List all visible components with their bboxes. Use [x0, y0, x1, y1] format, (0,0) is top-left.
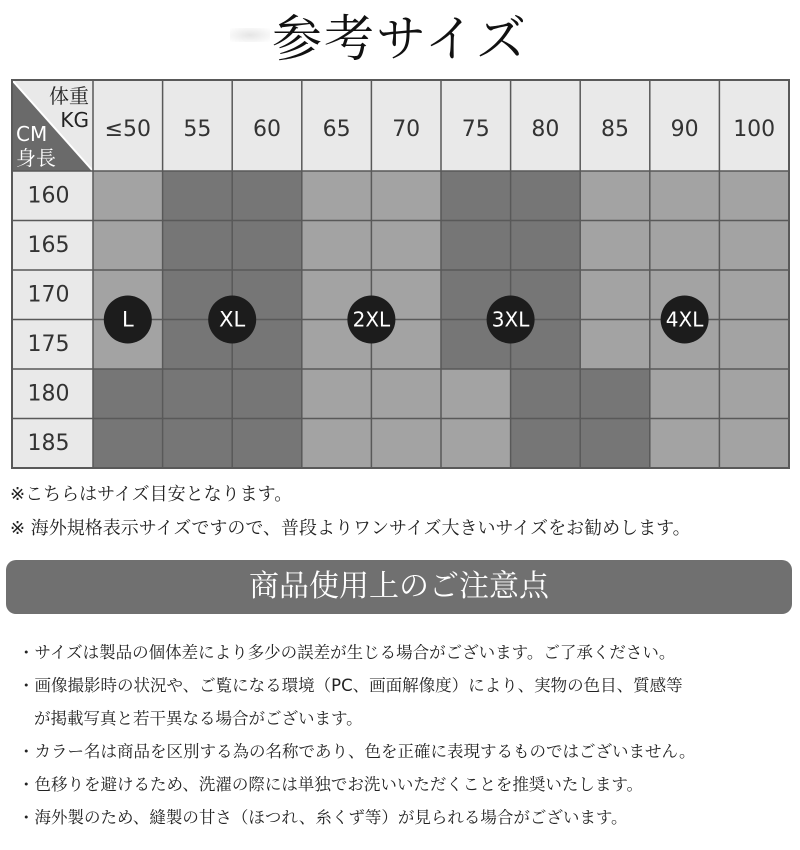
size-cell — [511, 221, 581, 271]
page-title: 参考サイズ — [272, 10, 528, 68]
size-badge-label: 4XL — [665, 307, 704, 332]
size-cell — [163, 369, 233, 419]
size-cell — [371, 171, 441, 221]
size-cell — [441, 419, 511, 469]
size-cell — [580, 171, 650, 221]
weight-header: ≤50 — [104, 117, 152, 142]
weight-header: 70 — [392, 117, 421, 142]
size-cell — [719, 419, 789, 469]
weight-header: 60 — [253, 117, 281, 142]
note-overseas-size: ※ 海外規格表示サイズですので、普段よりワンサイズ大きいサイズをお勧めします。 — [10, 518, 691, 539]
size-cell — [163, 419, 233, 469]
corner-weight-label: 体重 — [49, 84, 89, 108]
size-cell — [163, 171, 233, 221]
corner-height-label: 身長 — [16, 146, 56, 170]
size-cell — [580, 221, 650, 271]
size-cell — [93, 369, 163, 419]
size-cell — [163, 221, 233, 271]
weight-header: 55 — [183, 117, 212, 142]
size-cell — [650, 171, 720, 221]
height-header: 160 — [27, 183, 70, 209]
size-cell — [511, 419, 581, 469]
size-cell — [719, 221, 789, 271]
height-header: 180 — [27, 381, 70, 407]
size-cell — [719, 171, 789, 221]
size-cell — [302, 419, 372, 469]
size-cell — [93, 419, 163, 469]
size-badge-label: 2XL — [352, 307, 391, 332]
size-cell — [650, 369, 720, 419]
weight-header: 85 — [601, 117, 629, 142]
size-cell — [232, 419, 302, 469]
size-badge-label: L — [121, 307, 134, 332]
size-badge-label: 3XL — [491, 307, 530, 332]
weight-header: 90 — [670, 117, 699, 142]
weight-header: 75 — [461, 117, 490, 142]
size-cell — [511, 171, 581, 221]
weight-header: 80 — [531, 117, 560, 142]
note-size-guide: ※こちらはサイズ目安となります。 — [10, 484, 293, 505]
size-cell — [511, 369, 581, 419]
size-cell — [650, 419, 720, 469]
size-cell — [441, 221, 511, 271]
size-badge-label: XL — [219, 307, 246, 332]
weight-header: 65 — [322, 117, 351, 142]
size-cell — [232, 221, 302, 271]
size-cell — [719, 270, 789, 320]
caution-item: ・色移りを避けるため、洗濯の際には単独でお洗いいただくことを推奨いたします。 — [18, 775, 644, 794]
size-cell — [580, 369, 650, 419]
size-cell — [719, 320, 789, 370]
corner-height-unit: CM — [16, 122, 48, 146]
size-cell — [650, 221, 720, 271]
size-cell — [232, 171, 302, 221]
size-cell — [371, 221, 441, 271]
weight-header: 100 — [733, 117, 776, 142]
size-cell — [232, 369, 302, 419]
size-cell — [302, 369, 372, 419]
size-cell — [441, 369, 511, 419]
size-cell — [93, 171, 163, 221]
corner-weight-unit: KG — [60, 108, 89, 132]
caution-banner-title: 商品使用上のご注意点 — [249, 569, 549, 604]
height-header: 185 — [27, 430, 70, 456]
size-cell — [371, 419, 441, 469]
height-header: 170 — [27, 282, 70, 308]
size-cell — [580, 419, 650, 469]
height-header: 165 — [27, 232, 70, 258]
caution-list — [18, 636, 788, 834]
caution-item: ・カラー名は商品を区別する為の名称であり、色を正確に表現するものではございません。 — [18, 742, 696, 761]
caution-item-continued: が掲載写真と若干異なる場合がございます。 — [34, 709, 363, 728]
caution-item: ・サイズは製品の個体差により多少の誤差が生じる場合がございます。ご了承ください。 — [18, 643, 676, 662]
size-cell — [302, 221, 372, 271]
size-cell — [580, 320, 650, 370]
size-cell — [719, 369, 789, 419]
size-cell — [441, 171, 511, 221]
size-cell — [580, 270, 650, 320]
size-cell — [302, 171, 372, 221]
size-cell — [93, 221, 163, 271]
size-cell — [371, 369, 441, 419]
caution-item: ・海外製のため、縫製の甘さ（ほつれ、糸くず等）が見られる場合がございます。 — [18, 808, 628, 827]
caution-banner — [6, 560, 792, 614]
caution-item: ・画像撮影時の状況や、ご覧になる環境（PC、画面解像度）により、実物の色目、質感等 — [18, 676, 683, 695]
height-header: 175 — [27, 331, 70, 357]
